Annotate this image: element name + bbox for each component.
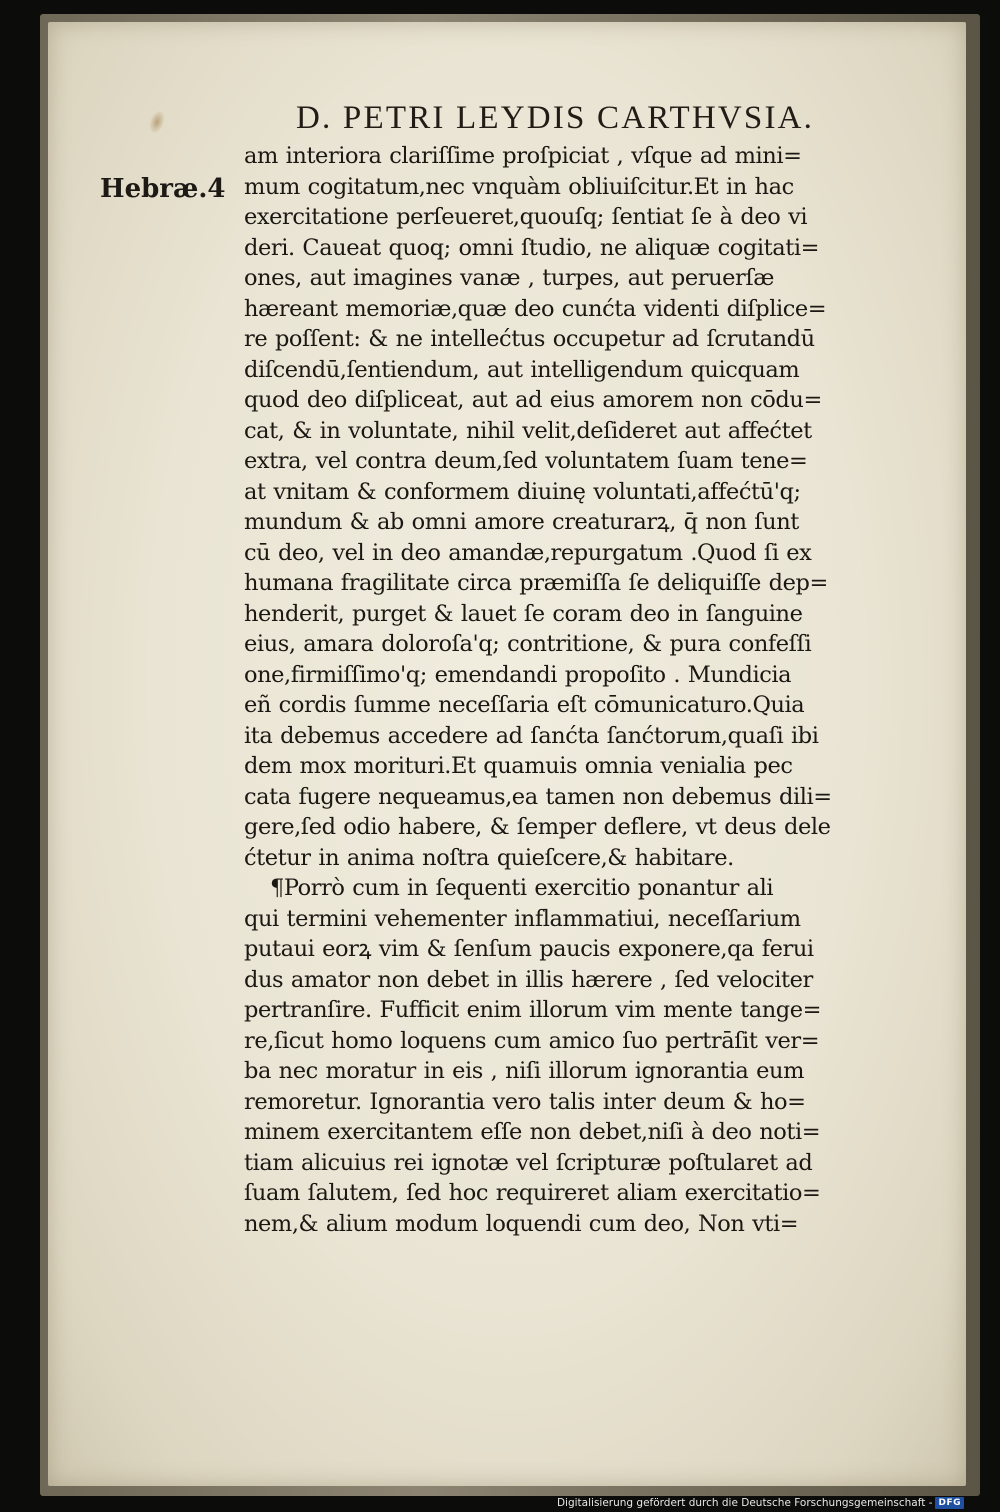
text-line: humana fragilitate circa præmiſſa ſe deliquiſſe dep=: [244, 570, 828, 596]
text-line: mum cogitatum,nec vnquàm obliuiſcitur.Et in hac: [244, 173, 794, 200]
text-line: dem mox morituri.Et quamuis omnia venialia pec: [244, 753, 793, 779]
text-line: mundum & ab omni amore creaturarꝝ, q̄ non ſunt: [244, 509, 799, 535]
text-line: gere,ſed odio habere, & ſemper deflere, vt deus dele: [244, 814, 831, 840]
text-line: tiam alicuius rei ignotæ vel ſcripturæ poſtularet ad: [244, 1149, 813, 1176]
text-line: hæreant memoriæ,quæ deo cunćta videnti diſplice=: [244, 295, 827, 322]
running-head: D. PETRI LEYDIS CARTHVSIA.: [296, 100, 815, 136]
text-line: at vnitam & conformem diuinę voluntati,affećtū'q;: [244, 478, 801, 505]
dfg-logo: DFG: [935, 1497, 964, 1509]
text-line: henderit, purget & lauet ſe coram deo in ſanguine: [244, 600, 803, 627]
digitization-credit: [557, 1497, 964, 1509]
text-line: re,ſicut homo loquens cum amico ſuo pertrāſit ver=: [244, 1027, 820, 1054]
text-line: ćtetur in anima noſtra quieſcere,& habitare.: [244, 844, 734, 871]
text-line: remoretur. Ignorantia vero talis inter deum & ho=: [244, 1088, 806, 1115]
text-line: ones, aut imagines vanæ , turpes, aut peruerſæ: [244, 265, 774, 291]
text-line: nem,& alium modum loquendi cum deo, Non vti=: [244, 1210, 799, 1237]
text-line: cū deo, vel in deo amandæ,repurgatum .Quod ſi ex: [244, 539, 812, 566]
text-line: pertranſire. Fufficit enim illorum vim mente tange=: [244, 997, 822, 1023]
text-line: one,firmiſſimo'q; emendandi propoſito . Mundicia: [244, 661, 792, 688]
text-line: eñ cordis ſumme neceſſaria eſt cōmunicaturo.Quia: [244, 692, 805, 718]
text-line: eius, amara doloroſa'q; contritione, & pura confeſſi: [244, 631, 812, 657]
text-line: putaui eorꝝ vim & ſenſum paucis exponere,qa ferui: [244, 936, 814, 962]
credit-text: Digitalisierung gefördert durch die Deutsche Forschungsgemeinschaft -: [556, 1497, 933, 1509]
text-line: qui termini vehementer inflammatiui, neceſſarium: [244, 905, 801, 932]
text-line: exercitatione perſeueret,quouſq; ſentiat ſe à deo vi: [244, 204, 808, 230]
text-line: deri. Caueat quoq; omni ſtudio, ne aliquæ cogitati=: [244, 234, 820, 261]
text-line: am interiora clariſſime proſpiciat , vſque ad mini=: [244, 143, 802, 169]
text-line: ba nec moratur in eis , niſi illorum ignorantia eum: [244, 1058, 804, 1084]
body-text: [244, 141, 924, 1239]
text-line: ¶Porrò cum in ſequenti exercitio ponantur ali: [270, 875, 774, 901]
text-line: dus amator non debet in illis hærere , ſed velociter: [244, 966, 813, 993]
text-line: extra, vel contra deum,ſed voluntatem ſuam tene=: [244, 448, 808, 474]
text-line: minem exercitantem eſſe non debet,niſi à deo noti=: [244, 1119, 821, 1145]
marginal-note: Hebræ.4: [100, 174, 226, 204]
text-line: cat, & in voluntate, nihil velit,deſideret aut affećtet: [244, 417, 812, 444]
text-line: cata fugere nequeamus,ea tamen non debemus dili=: [244, 783, 832, 810]
text-line: ita debemus accedere ad ſanćta ſanćtorum,quaſi ibi: [244, 722, 819, 749]
text-line: quod deo diſpliceat, aut ad eius amorem non cōdu=: [244, 387, 822, 413]
text-line: re poſſent: & ne intellećtus occupetur ad ſcrutandū: [244, 326, 815, 352]
text-line: diſcendū,ſentiendum, aut intelligendum quicquam: [244, 356, 800, 383]
text-line: ſuam ſalutem, ſed hoc requireret aliam exercitatio=: [244, 1180, 821, 1206]
